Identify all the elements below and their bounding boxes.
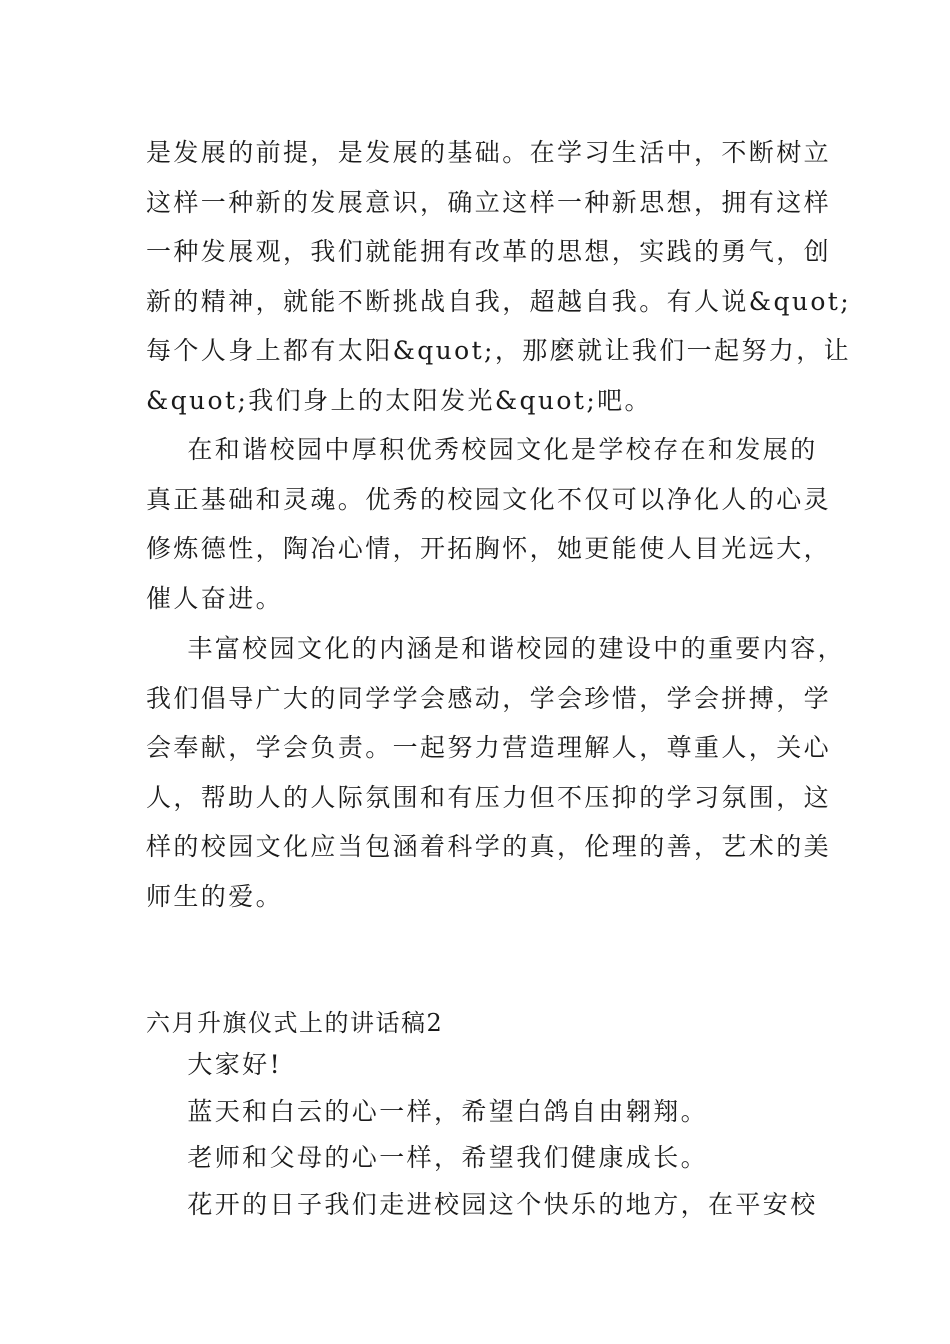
text-line: 在和谐校园中厚积优秀校园文化是学校存在和发展的	[146, 435, 818, 464]
text-line: 一种发展观，我们就能拥有改革的思想，实践的勇气，创	[146, 237, 832, 266]
section-heading: 六月升旗仪式上的讲话稿2	[146, 1009, 444, 1037]
text-line: 大家好!	[146, 1050, 283, 1079]
text-line: 新的精神，就能不断挑战自我，超越自我。有人说&quot;	[146, 286, 852, 316]
paragraph-1	[146, 128, 852, 425]
text-line: 丰富校园文化的内涵是和谐校园的建设中的重要内容，	[146, 634, 845, 663]
paragraph-2	[146, 425, 832, 623]
text-line: 我们倡导广大的同学学会感动，学会珍惜，学会拼搏，学	[146, 683, 832, 713]
text-line: 催人奋进。	[146, 583, 284, 613]
paragraph-3	[146, 624, 845, 921]
text-line: 会奉献，学会负责。一起努力营造理解人，尊重人，关心	[146, 733, 832, 762]
text-line: 这样一种新的发展意识，确立这样一种新思想，拥有这样	[146, 187, 832, 217]
text-line: 花开的日子我们走进校园这个快乐的地方，在平安校	[146, 1189, 818, 1219]
text-line: 样的校园文化应当包涵着科学的真，伦理的善，艺术的美	[146, 832, 832, 861]
text-line: 真正基础和灵魂。优秀的校园文化不仅可以净化人的心灵	[146, 484, 832, 514]
text-line: 蓝天和白云的心一样，希望白鸽自由翱翔。	[146, 1096, 708, 1126]
text-line: &quot;我们身上的太阳发光&quot;吧。	[146, 385, 652, 415]
text-line: 师生的爱。	[146, 881, 284, 911]
text-line: 每个人身上都有太阳&quot;，那麽就让我们一起努力，让	[146, 336, 852, 365]
text-line: 修炼德性，陶冶心情，开拓胸怀，她更能使人目光远大，	[146, 534, 832, 563]
text-line: 老师和父母的心一样，希望我们健康成长。	[146, 1143, 708, 1172]
speech-paragraphs	[146, 1042, 816, 1228]
text-line: 人，帮助人的人际氛围和有压力但不压抑的学习氛围，这	[146, 782, 832, 812]
text-line: 是发展的前提，是发展的基础。在学习生活中，不断树立	[146, 138, 832, 167]
